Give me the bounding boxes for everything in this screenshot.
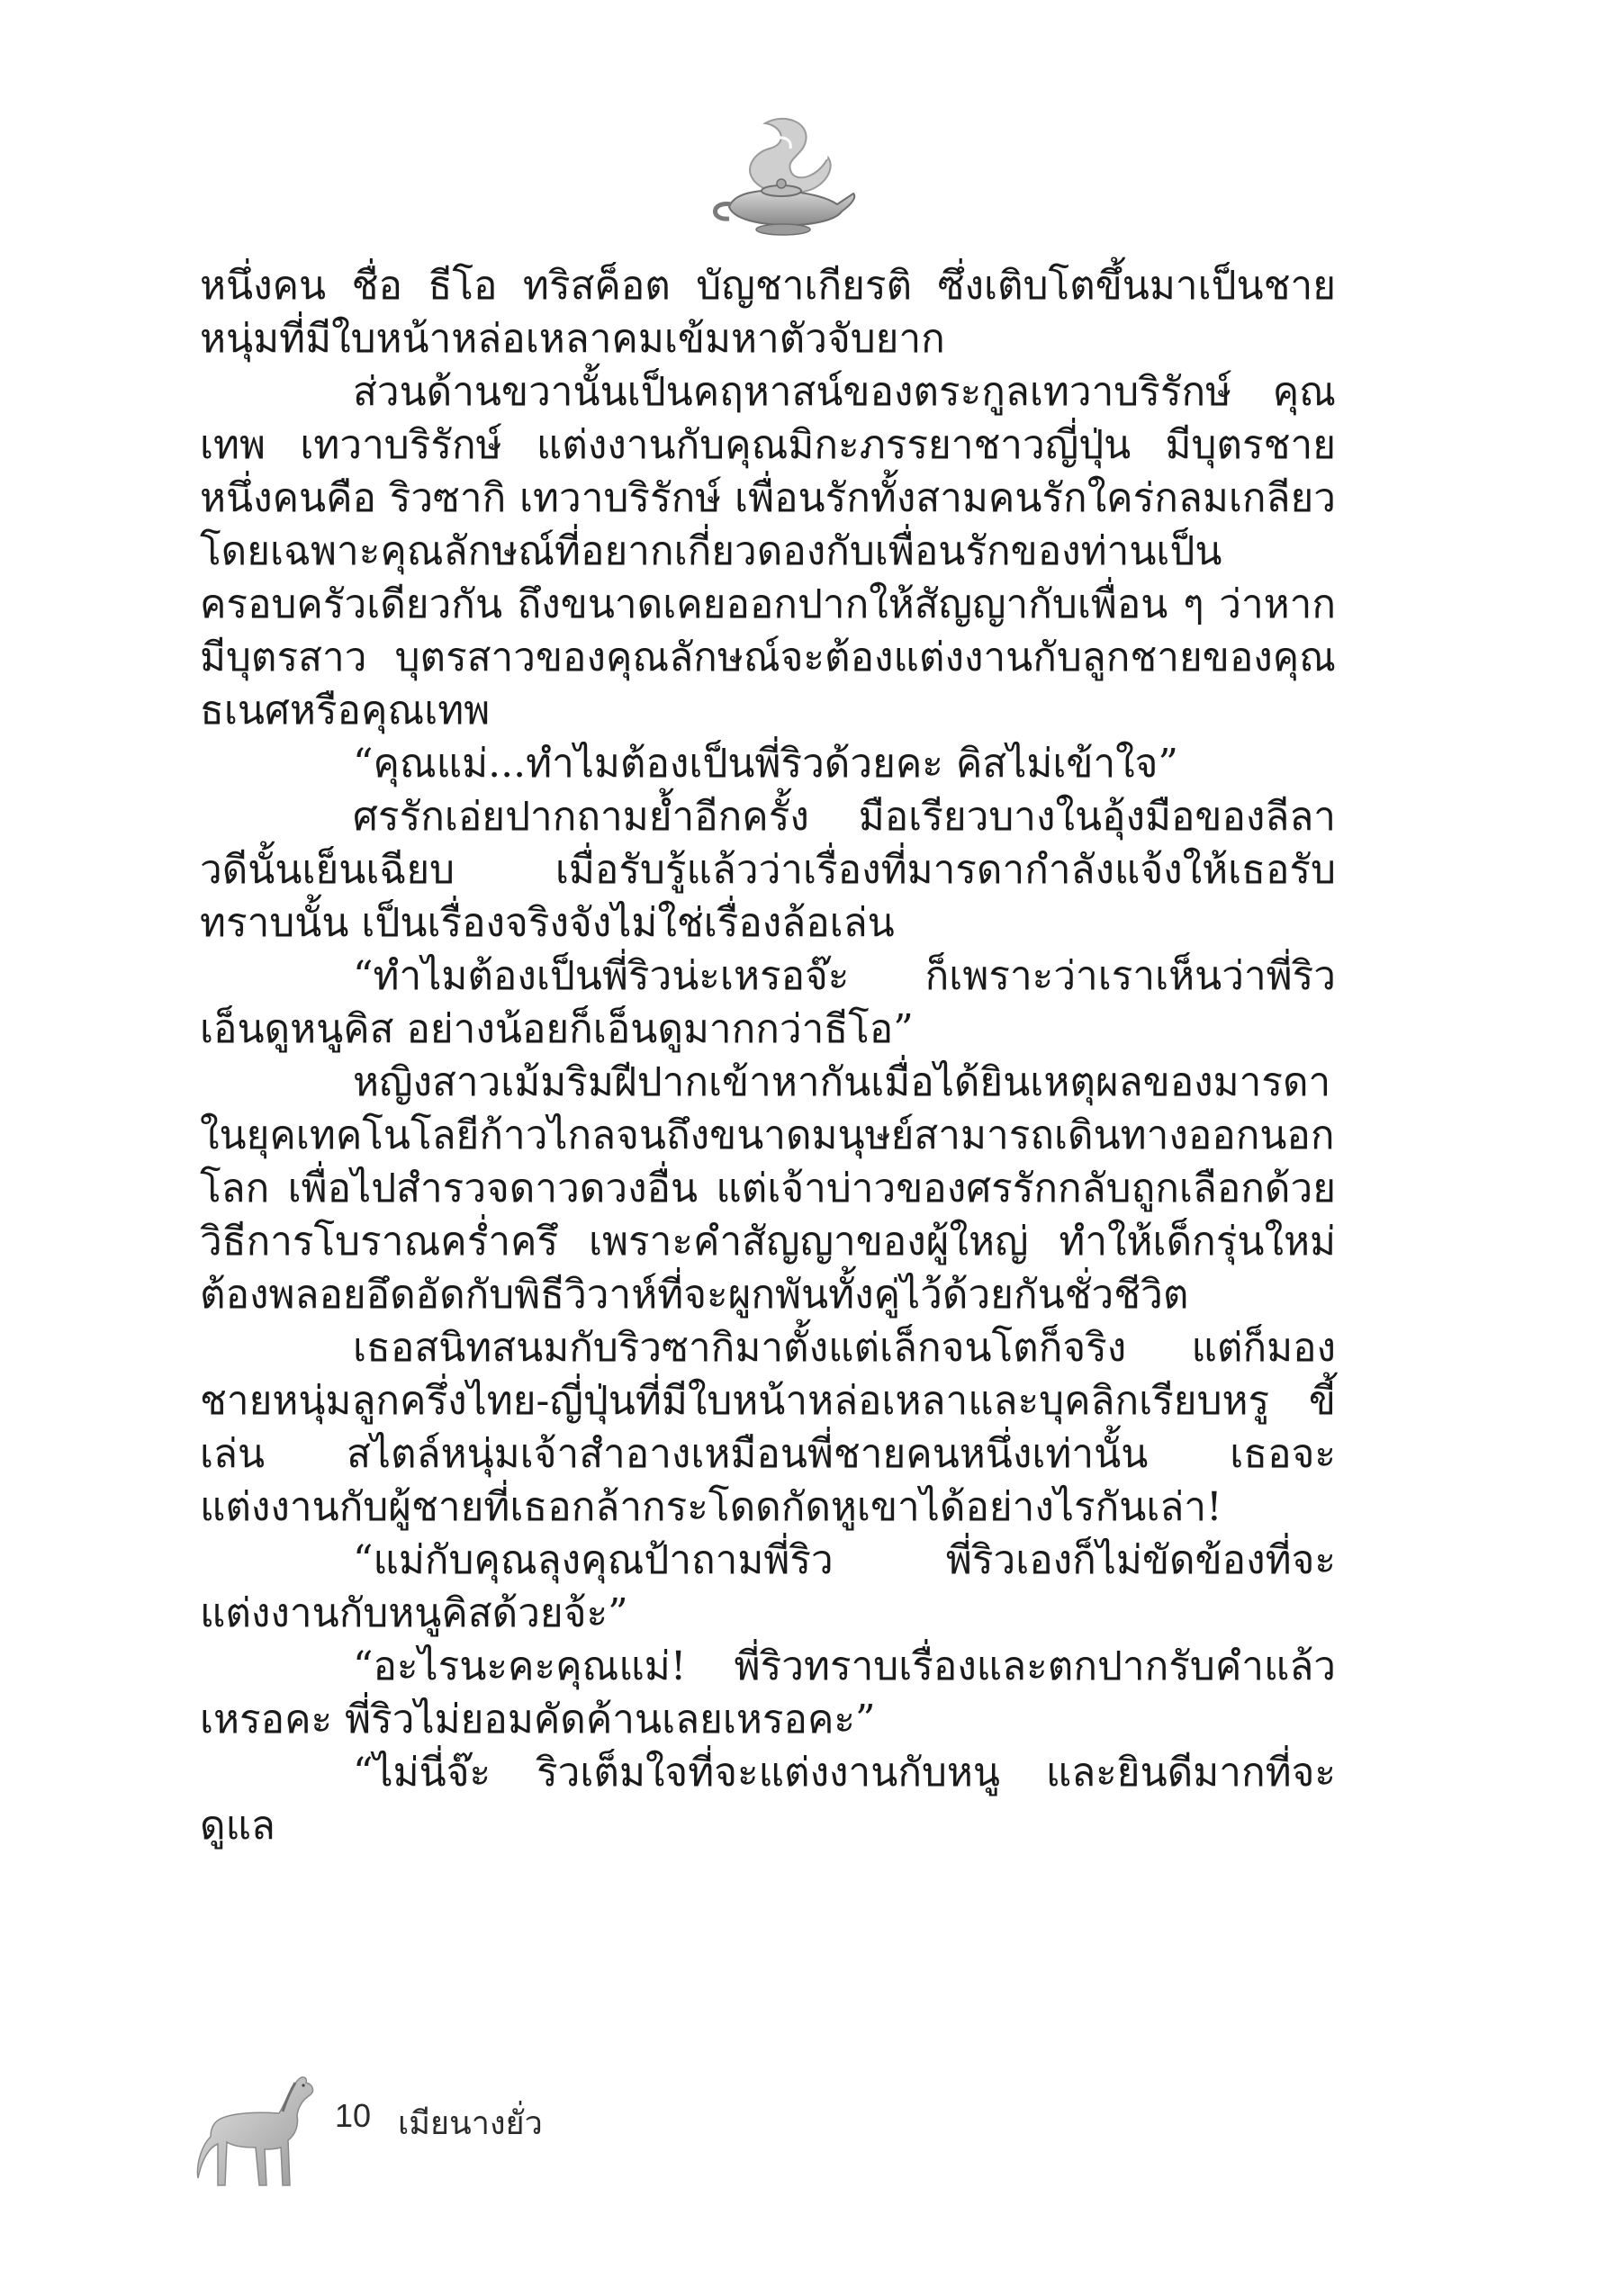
paragraph-7: เธอสนิทสนมกับริวซากิมาตั้งแต่เล็กจนโตก็จริง แต่ก็มองชายหนุ่มลูกครึ่งไทย-ญี่ปุ่นที่มีใบหน้าหล่อเหลาและบุคลิกเรียบหรู ขี้เล่น สไตล์หนุ่มเจ้าสำอางเหมือนพี่ชายคนหนึ่งเท่านั้น เธอจะแต่งงานกับผู้ชายที่เธอกล้ากระโดดกัดหูเขาได้อย่างไรกันเล่า! <box>200 1325 1336 1530</box>
page-number: 10 <box>335 2097 372 2134</box>
paragraph-10: “ไม่นี่จ๊ะ ริวเต็มใจที่จะแต่งงานกับหนู และยินดีมากที่จะดูแล <box>200 1750 1336 1849</box>
paragraph-4: ศรรักเอ่ยปากถามย้ำอีกครั้ง มือเรียวบางในอุ้งมือของลีลาวดีนั้นเย็นเฉียบ เมื่อรับรู้แล้วว่าเรื่องที่มารดากำลังแจ้งให้เธอรับทราบนั้น เป็นเรื่องจริงจังไม่ใช่เรื่องล้อเล่น <box>200 794 1336 946</box>
genie-lamp-icon <box>702 104 864 239</box>
paragraph-6: หญิงสาวเม้มริมฝีปากเข้าหากันเมื่อได้ยินเหตุผลของมารดา ในยุคเทคโนโลยีก้าวไกลจนถึงขนาดมนุษย์สามารถเดินทางออกนอกโลก เพื่อไปสำรวจดาวดวงอื่น แต่เจ้าบ่าวของศรรักกลับถูกเลือกด้วยวิธีการโบราณคร่ำครึ เพราะคำสัญญาของผู้ใหญ่ ทำให้เด็กรุ่นใหม่ต้องพลอยอึดอัดกับพิธีวิวาห์ที่จะผูกพันทั้งคู่ไว้ด้วยกันชั่วชีวิต <box>200 1059 1336 1318</box>
horse-icon <box>189 2061 324 2196</box>
body-text <box>200 259 1336 1852</box>
paragraph-5: “ทำไมต้องเป็นพี่ริวน่ะเหรอจ๊ะ ก็เพราะว่าเราเห็นว่าพี่ริวเอ็นดูหนูคิส อย่างน้อยก็เอ็นดูมากกว่าธีโอ” <box>200 953 1336 1052</box>
paragraph-9: “อะไรนะคะคุณแม่! พี่ริวทราบเรื่องและตกปากรับคำแล้วเหรอคะ พี่ริวไม่ยอมคัดค้านเลยเหรอคะ” <box>200 1643 1336 1742</box>
paragraph-8: “แม่กับคุณลุงคุณป้าถามพี่ริว พี่ริวเองก็ไม่ขัดข้องที่จะแต่งงานกับหนูคิสด้วยจ้ะ” <box>200 1537 1336 1636</box>
book-title: เมียนางยั่ว <box>398 2104 543 2141</box>
paragraph-3: “คุณแม่...ทำไมต้องเป็นพี่ริวด้วยคะ คิสไม่เข้าใจ” <box>353 741 1178 787</box>
page-footer <box>189 2061 729 2205</box>
paragraph-1: หนึ่งคน ชื่อ ธีโอ ทริสค็อต บัญชาเกียรติ ซึ่งเติบโตขึ้นมาเป็นชายหนุ่มที่มีใบหน้าหล่อเหลาคมเข้มหาตัวจับยาก <box>200 263 1336 362</box>
paragraph-2: ส่วนด้านขวานั้นเป็นคฤหาสน์ของตระกูลเทวาบริรักษ์ คุณเทพ เทวาบริรักษ์ แต่งงานกับคุณมิกะภรรยาชาวญี่ปุ่น มีบุตรชายหนึ่งคนคือ ริวซากิ เทวาบริรักษ์ เพื่อนรักทั้งสามคนรักใคร่กลมเกลียว โดยเฉพาะคุณลักษณ์ที่อยากเกี่ยวดองกับเพื่อนรักของท่านเป็นครอบครัวเดียวกัน ถึงขนาดเคยออกปากให้สัญญากับเพื่อน ๆ ว่าหากมีบุตรสาว บุตรสาวของคุณลักษณ์จะต้องแต่งงานกับลูกชายของคุณธเนศหรือคุณเทพ <box>200 369 1336 734</box>
